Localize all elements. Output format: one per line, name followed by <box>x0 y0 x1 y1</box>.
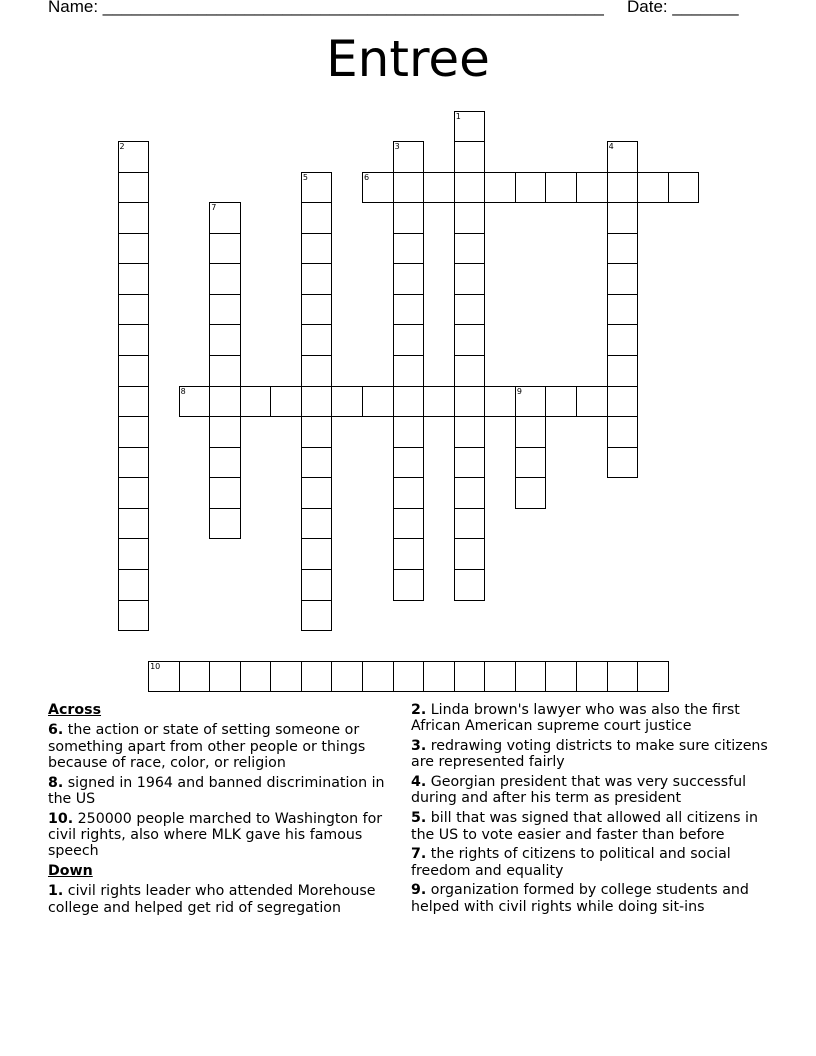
grid-cell[interactable] <box>637 661 669 693</box>
grid-cell[interactable] <box>179 386 211 418</box>
grid-cell[interactable] <box>515 416 547 448</box>
grid-cell[interactable] <box>576 386 608 418</box>
clue-text: civil rights leader who attended Morehouse college and helped get rid of segregation <box>48 883 376 916</box>
grid-cell[interactable] <box>454 569 486 601</box>
grid-cell[interactable] <box>454 661 486 693</box>
clue-down-3 <box>411 738 781 771</box>
grid-cell[interactable] <box>118 294 150 326</box>
name-field-line: Name: _____________________________________________________ <box>48 0 604 16</box>
grid-cell[interactable] <box>209 233 241 265</box>
grid-cell[interactable] <box>454 355 486 387</box>
grid-cell[interactable] <box>301 386 333 418</box>
grid-cell[interactable] <box>607 233 639 265</box>
grid-cell[interactable] <box>301 294 333 326</box>
grid-cell[interactable] <box>118 538 150 570</box>
grid-cell[interactable] <box>209 355 241 387</box>
grid-cell[interactable] <box>607 263 639 295</box>
grid-cell[interactable] <box>454 294 486 326</box>
clue-text: 250000 people marched to Washington for civil rights, also where MLK gave his famous speech <box>48 810 383 860</box>
grid-cell[interactable] <box>545 386 577 418</box>
grid-cell[interactable] <box>209 508 241 540</box>
grid-cell[interactable] <box>301 202 333 234</box>
clue-text: Georgian president that was very successful during and after his term as president <box>411 774 747 807</box>
clue-down-1 <box>48 883 404 916</box>
clue-across-8 <box>48 775 404 808</box>
clue-number-label: 2 <box>119 142 125 152</box>
clue-number-label: 10 <box>150 661 161 671</box>
clue-number: 5. <box>411 810 427 827</box>
grid-cell[interactable] <box>423 172 455 204</box>
clue-number: 8. <box>48 774 64 791</box>
clue-number: 9. <box>411 882 427 899</box>
grid-cell[interactable] <box>393 233 425 265</box>
grid-cell[interactable] <box>515 661 547 693</box>
grid-cell[interactable] <box>484 661 516 693</box>
grid-cell[interactable] <box>209 661 241 693</box>
clue-number: 7. <box>411 846 427 863</box>
grid-cell[interactable] <box>393 477 425 509</box>
grid-cell[interactable] <box>331 386 363 418</box>
grid-cell[interactable] <box>515 172 547 204</box>
grid-cell[interactable] <box>607 447 639 479</box>
clue-number: 10. <box>48 810 74 827</box>
grid-cell[interactable] <box>118 233 150 265</box>
grid-cell[interactable] <box>118 600 150 632</box>
date-field-line: Date: _______ <box>627 0 739 16</box>
grid-cell[interactable] <box>423 661 455 693</box>
clue-number-label: 8 <box>180 386 186 396</box>
across-heading: Across <box>48 702 102 718</box>
grid-cell[interactable] <box>454 111 486 143</box>
grid-cell[interactable] <box>454 508 486 540</box>
clue-number: 3. <box>411 738 427 755</box>
grid-cell[interactable] <box>607 661 639 693</box>
clue-number-label: 9 <box>516 386 522 396</box>
grid-cell[interactable] <box>118 172 150 204</box>
grid-cell[interactable] <box>301 233 333 265</box>
grid-cell[interactable] <box>393 263 425 295</box>
grid-cell[interactable] <box>118 386 150 418</box>
grid-cell[interactable] <box>454 202 486 234</box>
grid-cell[interactable] <box>454 233 486 265</box>
clue-down-9 <box>411 882 781 915</box>
grid-cell[interactable] <box>393 508 425 540</box>
grid-cell[interactable] <box>118 477 150 509</box>
grid-cell[interactable] <box>301 324 333 356</box>
grid-cell[interactable] <box>301 263 333 295</box>
clues-right-column <box>411 702 781 919</box>
grid-cell[interactable] <box>393 202 425 234</box>
grid-cell[interactable] <box>118 355 150 387</box>
grid-cell[interactable] <box>301 355 333 387</box>
grid-cell[interactable] <box>301 538 333 570</box>
grid-cell[interactable] <box>301 172 333 204</box>
clue-number-label: 4 <box>608 142 614 152</box>
grid-cell[interactable] <box>454 386 486 418</box>
clue-number-label: 1 <box>455 111 461 121</box>
grid-cell[interactable] <box>118 324 150 356</box>
clue-text: bill that was signed that allowed all citizens in the US to vote easier and faster than before <box>411 810 758 843</box>
grid-cell[interactable] <box>393 141 425 173</box>
page-title: Entree <box>326 30 490 88</box>
grid-cell[interactable] <box>607 202 639 234</box>
grid-cell[interactable] <box>209 416 241 448</box>
clue-number-label: 3 <box>394 142 400 152</box>
grid-cell[interactable] <box>118 202 150 234</box>
grid-cell[interactable] <box>301 600 333 632</box>
grid-cell[interactable] <box>301 569 333 601</box>
grid-cell[interactable] <box>209 386 241 418</box>
grid-cell[interactable] <box>454 141 486 173</box>
grid-cell[interactable] <box>393 416 425 448</box>
clue-number: 6. <box>48 722 64 739</box>
grid-cell[interactable] <box>576 172 608 204</box>
grid-cell[interactable] <box>576 661 608 693</box>
clue-down-2 <box>411 702 781 735</box>
clue-text: signed in 1964 and banned discrimination in the US <box>48 774 385 807</box>
grid-cell[interactable] <box>118 263 150 295</box>
grid-cell[interactable] <box>454 477 486 509</box>
grid-cell[interactable] <box>484 172 516 204</box>
grid-cell[interactable] <box>209 294 241 326</box>
grid-cell[interactable] <box>362 172 394 204</box>
clue-text: the rights of citizens to political and social freedom and equality <box>411 846 731 879</box>
grid-cell[interactable] <box>240 386 272 418</box>
clue-number: 4. <box>411 774 427 791</box>
grid-cell[interactable] <box>668 172 700 204</box>
grid-cell[interactable] <box>607 416 639 448</box>
grid-cell[interactable] <box>118 416 150 448</box>
grid-cell[interactable] <box>270 661 302 693</box>
clue-text: organization formed by college students and helped with civil rights while doing sit-ins <box>411 882 749 915</box>
grid-cell[interactable] <box>637 172 669 204</box>
grid-cell[interactable] <box>209 202 241 234</box>
grid-cell[interactable] <box>301 477 333 509</box>
grid-cell[interactable] <box>607 141 639 173</box>
grid-cell[interactable] <box>545 661 577 693</box>
grid-cell[interactable] <box>301 447 333 479</box>
grid-cell[interactable] <box>454 172 486 204</box>
grid-cell[interactable] <box>393 661 425 693</box>
grid-cell[interactable] <box>209 324 241 356</box>
grid-cell[interactable] <box>454 447 486 479</box>
grid-cell[interactable] <box>454 416 486 448</box>
grid-cell[interactable] <box>423 386 455 418</box>
grid-cell[interactable] <box>179 661 211 693</box>
grid-cell[interactable] <box>607 386 639 418</box>
grid-cell[interactable] <box>484 386 516 418</box>
clue-number-label: 5 <box>302 172 308 182</box>
clue-across-10 <box>48 811 404 860</box>
clue-text: the action or state of setting someone or something apart from other people or things because of race, color, or religion <box>48 722 366 771</box>
clue-text: Linda brown's lawyer who was also the first African American supreme court justice <box>411 702 740 735</box>
grid-cell[interactable] <box>607 294 639 326</box>
grid-cell[interactable] <box>393 172 425 204</box>
clue-down-7 <box>411 846 781 879</box>
grid-cell[interactable] <box>393 386 425 418</box>
grid-cell[interactable] <box>240 661 272 693</box>
clue-across-6 <box>48 722 404 771</box>
grid-cell[interactable] <box>301 416 333 448</box>
clue-number-label: 7 <box>211 203 217 213</box>
grid-cell[interactable] <box>454 263 486 295</box>
clue-number-label: 6 <box>364 172 370 182</box>
grid-cell[interactable] <box>362 661 394 693</box>
grid-cell[interactable] <box>607 172 639 204</box>
grid-cell[interactable] <box>454 324 486 356</box>
grid-cell[interactable] <box>393 355 425 387</box>
grid-cell[interactable] <box>148 661 180 693</box>
grid-cell[interactable] <box>545 172 577 204</box>
grid-cell[interactable] <box>515 447 547 479</box>
grid-cell[interactable] <box>331 661 363 693</box>
grid-cell[interactable] <box>209 263 241 295</box>
grid-cell[interactable] <box>393 294 425 326</box>
grid-cell[interactable] <box>454 538 486 570</box>
clues-left-column <box>48 702 404 920</box>
grid-cell[interactable] <box>515 477 547 509</box>
clue-text: redrawing voting districts to make sure citizens are represented fairly <box>411 738 768 771</box>
grid-cell[interactable] <box>393 324 425 356</box>
clue-number: 2. <box>411 702 427 718</box>
grid-cell[interactable] <box>118 141 150 173</box>
grid-cell[interactable] <box>393 447 425 479</box>
clue-down-5 <box>411 810 781 843</box>
grid-cell[interactable] <box>607 324 639 356</box>
grid-cell[interactable] <box>393 569 425 601</box>
grid-cell[interactable] <box>362 386 394 418</box>
grid-cell[interactable] <box>118 508 150 540</box>
grid-cell[interactable] <box>393 538 425 570</box>
grid-cell[interactable] <box>607 355 639 387</box>
grid-cell[interactable] <box>301 661 333 693</box>
clue-number: 1. <box>48 883 64 900</box>
grid-cell[interactable] <box>515 386 547 418</box>
grid-cell[interactable] <box>209 447 241 479</box>
grid-cell[interactable] <box>270 386 302 418</box>
down-heading: Down <box>48 863 93 880</box>
grid-cell[interactable] <box>209 477 241 509</box>
clue-down-4 <box>411 774 781 807</box>
grid-cell[interactable] <box>118 569 150 601</box>
grid-cell[interactable] <box>118 447 150 479</box>
grid-cell[interactable] <box>301 508 333 540</box>
